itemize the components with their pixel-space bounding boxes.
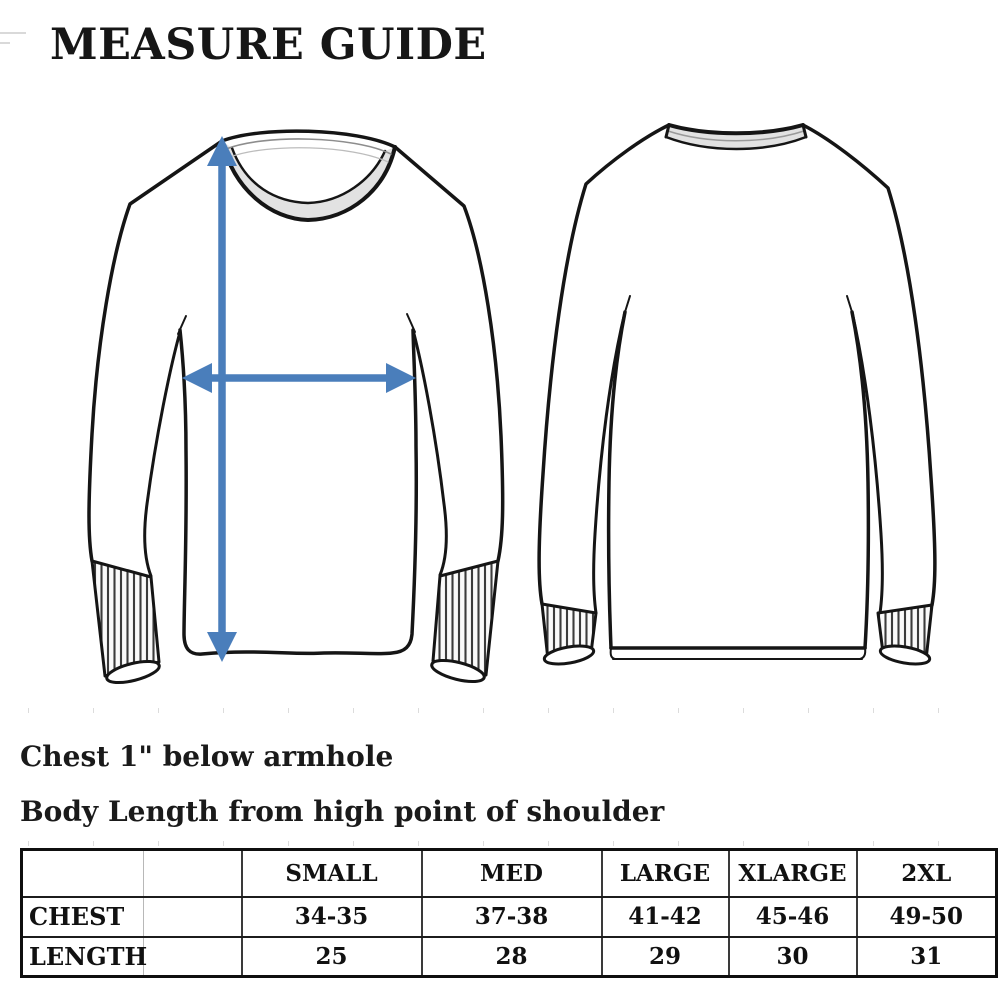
length-xlarge: 30 [729, 937, 857, 977]
front-left-sleeve-inner [145, 332, 180, 576]
scan-artifact [0, 32, 26, 34]
spacer-cell [144, 897, 242, 937]
page-title: MEASURE GUIDE [50, 20, 487, 70]
back-body-right-seam [852, 312, 868, 648]
chest-med: 37-38 [422, 897, 602, 937]
row-label-chest: CHEST [22, 897, 144, 937]
length-large: 29 [602, 937, 729, 977]
chest-row [22, 897, 997, 937]
header-blank [22, 850, 144, 897]
back-body-left-seam [609, 312, 625, 648]
faint-gridline-ticks [28, 841, 980, 846]
shirt-back-diagram [512, 104, 974, 688]
spacer-cell [144, 937, 242, 977]
back-collar [666, 125, 806, 149]
length-row [22, 937, 997, 977]
length-small: 25 [242, 937, 422, 977]
row-label-length: LENGTH [22, 937, 144, 977]
note-body-length: Body Length from high point of shoulder [20, 795, 665, 828]
back-armpit-notch-left [625, 296, 630, 312]
chest-large: 41-42 [602, 897, 729, 937]
header-small: SMALL [242, 850, 422, 897]
spacer-cell [144, 850, 242, 897]
scan-artifact [0, 42, 10, 44]
back-left-cuff [542, 604, 596, 667]
front-left-cuff [92, 561, 161, 687]
length-arrow [207, 136, 237, 662]
header-med: MED [422, 850, 602, 897]
front-left-sleeve-outer [89, 141, 222, 561]
chest-small: 34-35 [242, 897, 422, 937]
back-hem [611, 648, 866, 659]
header-large: LARGE [602, 850, 729, 897]
faint-gridline-ticks [28, 708, 980, 713]
chest-2xl: 49-50 [857, 897, 997, 937]
front-right-sleeve-outer [395, 147, 503, 561]
shirt-front-diagram [66, 106, 518, 698]
size-table-header-row [22, 850, 997, 897]
front-collar [222, 131, 395, 220]
chest-arrow [182, 363, 416, 393]
back-left-sleeve-outer [539, 125, 669, 604]
length-2xl: 31 [910, 942, 943, 970]
header-2xl: 2XL [857, 850, 997, 897]
front-right-cuff [430, 561, 498, 686]
back-right-cuff [878, 605, 932, 667]
front-right-sleeve-inner [413, 330, 446, 575]
note-chest: Chest 1" below armhole [20, 740, 394, 773]
header-xlarge: XLARGE [729, 850, 857, 897]
chest-xlarge: 45-46 [729, 897, 857, 937]
size-table [20, 848, 998, 978]
back-armpit-notch-right [847, 296, 852, 312]
length-med: 28 [422, 937, 602, 977]
